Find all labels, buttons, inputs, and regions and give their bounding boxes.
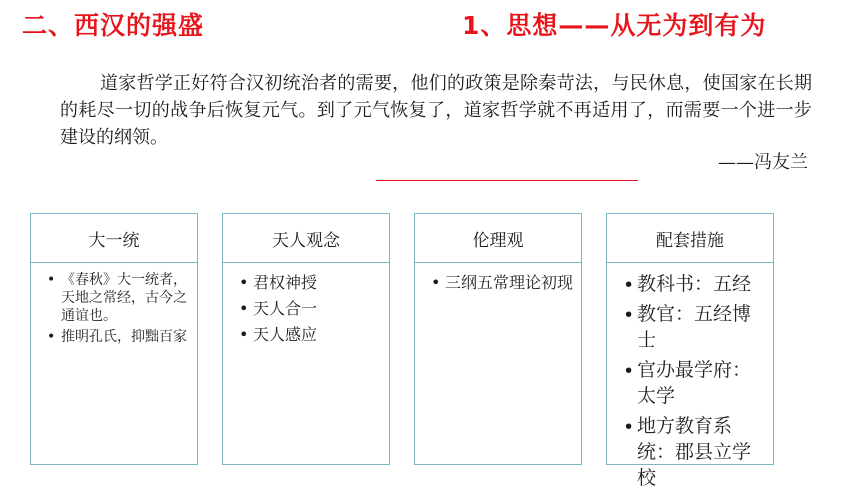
card-title: 伦理观 — [415, 214, 581, 263]
list-item: • 《春秋》大一统者，天地之常经，古今之通谊也。 — [51, 271, 189, 325]
topic-title: 1、思想——从无为到有为 — [462, 11, 767, 40]
card-heaven-human — [222, 213, 390, 465]
list-item: • 君权神授 — [243, 271, 381, 295]
card-title: 天人观念 — [223, 214, 389, 263]
card-title: 大一统 — [31, 214, 197, 263]
card-measures — [606, 213, 774, 489]
list-item: • 官办最学府：太学 — [627, 357, 765, 409]
quote-text: 道家哲学正好符合汉初统治者的需要，他们的政策是除秦苛法，与民休息，使国家在长期的耗尽一切的战争后恢复元气。到了元气恢复了，道家哲学就不再适用了，而需要一个进一步建设的纲领。 — [60, 73, 812, 148]
list-item: • 地方教育系统：郡县立学校 — [627, 413, 765, 491]
card-ethics — [414, 213, 582, 465]
list-item: • 教官：五经博士 — [627, 301, 765, 353]
list-item: • 推明孔氏，抑黜百家 — [51, 328, 189, 346]
section-title: 二、西汉的强盛 — [22, 11, 205, 40]
red-divider — [376, 180, 638, 181]
list-item: • 天人感应 — [243, 323, 381, 347]
quote-attribution: ——冯友兰 — [718, 152, 808, 173]
list-item: • 天人合一 — [243, 297, 381, 321]
card-title: 配套措施 — [607, 214, 773, 263]
list-item: • 三纲五常理论初现 — [435, 271, 573, 295]
card-unification — [30, 213, 198, 465]
list-item: • 教科书：五经 — [627, 271, 765, 297]
